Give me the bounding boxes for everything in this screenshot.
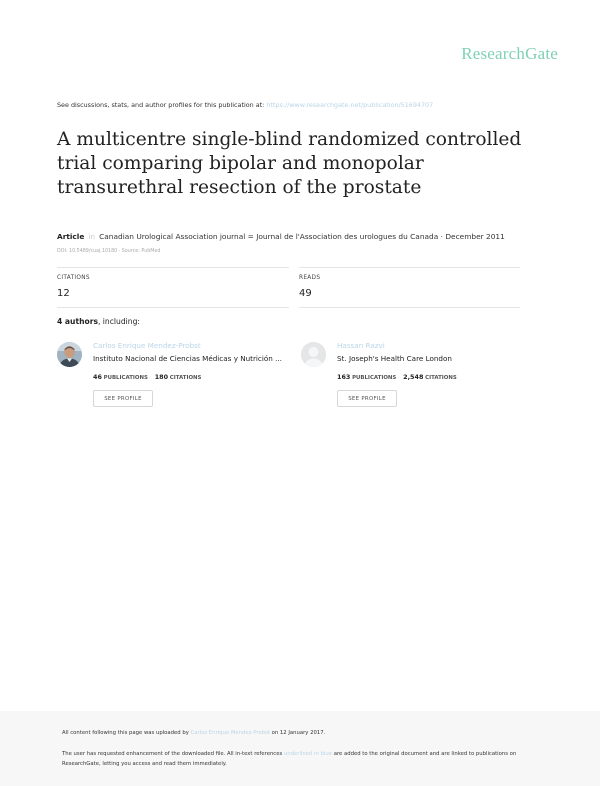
doi-source: DOI: 10.5489/cuaj.10180 · Source: PubMed — [57, 249, 161, 254]
author-name[interactable]: Carlos Enrique Mendez-Probst — [93, 341, 201, 350]
upload-date: on 12 January 2017. — [271, 730, 326, 736]
author-card — [57, 340, 297, 420]
enhancement-text: The user has requested enhancement of the downloaded file. All in-text references — [62, 751, 283, 757]
article-meta — [57, 232, 505, 241]
upload-note-text: All content following this page was uploaded by — [62, 730, 189, 736]
uploader-link[interactable]: Carlos Enrique Mendez-Probst — [190, 730, 270, 736]
author-institution: Instituto Nacional de Ciencias Médicas y Nutrición ... — [93, 354, 282, 363]
authors-suffix: , including: — [97, 317, 140, 326]
publications-label: PUBLICATIONS — [352, 375, 397, 381]
upload-note — [62, 730, 325, 736]
meta-dot: · — [440, 232, 443, 241]
author-citations-count: 2,548 — [403, 373, 424, 381]
publication-date: December 2011 — [445, 232, 505, 241]
enhancement-text-end: are added to the original document and are linked to publications on ResearchGate, letting you access and read them immediately. — [62, 751, 517, 767]
author-card — [301, 340, 541, 420]
discussion-text: See discussions, stats, and author profiles for this publication at: — [57, 101, 265, 109]
publications-count: 46 — [93, 373, 102, 381]
underlined-link[interactable]: underlined in blue — [283, 751, 333, 757]
citations-count: 12 — [57, 288, 70, 299]
author-institution: St. Joseph's Health Care London — [337, 354, 452, 363]
author-citations-label: CITATIONS — [169, 375, 202, 381]
author-stats — [337, 373, 457, 381]
divider — [299, 267, 520, 268]
divider — [57, 267, 289, 268]
see-profile-button[interactable]: SEE PROFILE — [337, 390, 397, 407]
title-line: A multicentre single-blind randomized controlled — [57, 129, 522, 150]
reads-count: 49 — [299, 288, 312, 299]
author-photo-icon — [57, 342, 82, 367]
default-user-icon — [301, 342, 326, 367]
article-title — [57, 128, 557, 200]
author-citations-count: 180 — [154, 373, 169, 381]
author-citations-label: CITATIONS — [425, 375, 457, 381]
publications-count: 163 — [337, 373, 351, 381]
discussion-line — [57, 101, 433, 109]
publications-label: PUBLICATIONS — [103, 375, 148, 381]
author-stats — [93, 373, 201, 381]
journal-name[interactable]: Canadian Urological Association journal = Journal de l'Association des urologues du Canada — [99, 232, 439, 241]
meta-separator: in — [88, 232, 96, 241]
author-name[interactable]: Hassan Razvi — [337, 341, 385, 350]
researchgate-logo[interactable]: ResearchGate — [461, 44, 558, 63]
reads-label: READS — [299, 275, 321, 281]
publication-link[interactable]: https://www.researchgate.net/publication/51694707 — [266, 101, 434, 109]
avatar[interactable] — [57, 342, 82, 367]
enhancement-note — [62, 749, 532, 769]
authors-heading — [57, 317, 140, 326]
divider — [299, 307, 520, 308]
article-type: Article — [57, 232, 85, 241]
divider — [57, 307, 289, 308]
title-line: trial comparing bipolar and monopolar — [57, 153, 424, 174]
see-profile-button[interactable]: SEE PROFILE — [93, 390, 153, 407]
avatar[interactable] — [301, 342, 326, 367]
title-line: transurethral resection of the prostate — [57, 177, 422, 198]
citations-label: CITATIONS — [57, 275, 90, 281]
authors-count: 4 authors — [57, 317, 98, 326]
